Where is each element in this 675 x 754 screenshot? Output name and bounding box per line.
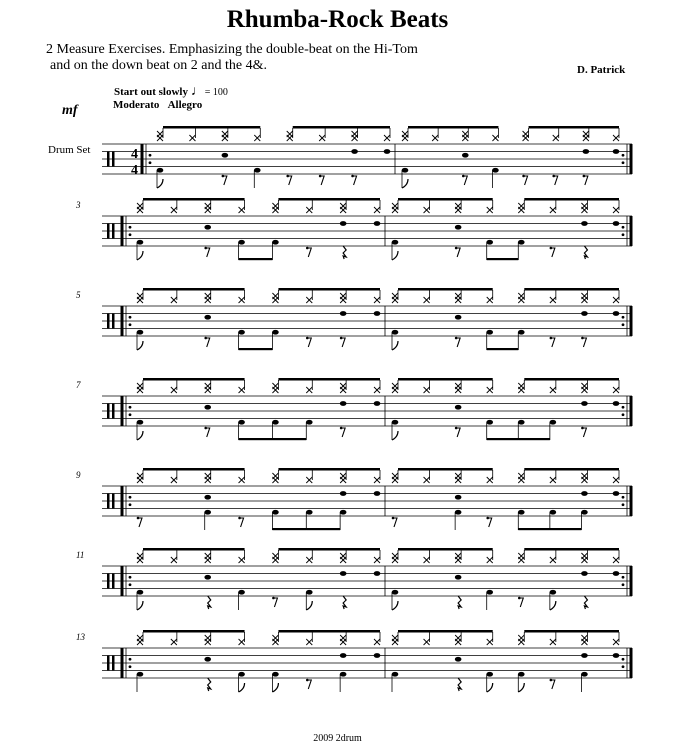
repeat-dot (149, 154, 152, 157)
note-beam (143, 288, 245, 291)
note-flag (392, 601, 398, 610)
bass-drum-note (486, 240, 493, 245)
repeat-dot (129, 413, 132, 416)
percussion-clef-icon (107, 404, 110, 419)
bass-drum-note (306, 510, 313, 515)
bass-drum-note (581, 510, 588, 515)
bass-drum-note (392, 330, 399, 335)
measure-number: 11 (76, 550, 85, 560)
note-beam (487, 348, 519, 350)
measure-number: 3 (76, 200, 81, 210)
note-beam (524, 630, 619, 633)
note-beam (398, 468, 493, 471)
tom-note (340, 311, 347, 316)
note-beam (143, 378, 245, 381)
snare-note (204, 225, 211, 230)
eighth-rest-icon (353, 176, 357, 185)
percussion-clef-icon (107, 494, 110, 509)
time-signature-top: 4 (131, 147, 138, 162)
note-beam (398, 288, 493, 291)
note-beam (408, 126, 498, 129)
staff-system-6 (76, 548, 632, 610)
bass-drum-note (518, 510, 525, 515)
bass-drum-note (455, 510, 462, 515)
note-beam (550, 528, 582, 530)
eighth-rest-icon (551, 680, 555, 689)
eighth-rest-icon (551, 338, 555, 347)
eighth-rest-icon (392, 517, 395, 520)
note-flag (392, 431, 398, 440)
note-beam (278, 288, 380, 291)
eighth-rest-icon (341, 338, 345, 347)
note-flag (272, 683, 278, 692)
quarter-rest-icon (458, 678, 461, 691)
quarter-rest-icon (584, 596, 587, 609)
snare-note (222, 153, 229, 158)
eighth-rest-icon (455, 427, 458, 430)
tempo-value: = 100 (204, 87, 228, 98)
repeat-dot (622, 233, 625, 236)
tom-note (374, 311, 381, 316)
note-flag (157, 179, 163, 188)
bass-drum-note (137, 330, 144, 335)
quarter-rest-icon (208, 596, 211, 609)
repeat-dot (129, 665, 132, 668)
footer-copyright: 2009 2drum (313, 733, 362, 744)
note-beam (143, 198, 245, 201)
note-beam (239, 348, 273, 350)
snare-note (455, 575, 462, 580)
tom-note (613, 401, 620, 406)
repeat-dot (129, 233, 132, 236)
eighth-rest-icon (238, 517, 241, 520)
note-beam (524, 548, 619, 551)
bass-drum-note (392, 672, 399, 677)
tom-note (374, 221, 381, 226)
note-beam (524, 378, 619, 381)
note-beam (239, 438, 273, 440)
eighth-rest-icon (554, 176, 558, 185)
description-line-1: 2 Measure Exercises. Emphasizing the double-beat on the Hi-Tom (46, 42, 418, 57)
bass-drum-note (518, 330, 525, 335)
snare-note (204, 575, 211, 580)
percussion-clef-icon (112, 656, 115, 671)
staff-system-7 (76, 630, 632, 692)
note-beam (398, 548, 493, 551)
tom-note (581, 491, 588, 496)
repeat-dot (129, 658, 132, 661)
quarter-rest-icon (343, 596, 346, 609)
bass-drum-note (550, 510, 557, 515)
eighth-rest-icon (273, 598, 277, 607)
note-beam (163, 126, 260, 129)
staff-system-4 (76, 378, 632, 440)
bass-drum-note (238, 420, 245, 425)
eighth-rest-icon (137, 517, 140, 520)
eighth-rest-icon (550, 337, 553, 340)
quarter-rest-icon (208, 678, 211, 691)
repeat-dot (622, 154, 625, 157)
note-beam (529, 126, 619, 129)
eighth-rest-icon (340, 427, 343, 430)
tom-note (613, 491, 620, 496)
tom-note (374, 491, 381, 496)
staff-system-2 (75, 198, 632, 260)
percussion-clef-icon (107, 152, 110, 167)
bass-drum-note (492, 168, 499, 173)
tom-note (613, 311, 620, 316)
bass-drum-note (272, 330, 279, 335)
eighth-rest-icon (488, 518, 492, 527)
eighth-rest-icon (286, 175, 289, 178)
tom-note (583, 149, 590, 154)
note-beam (398, 378, 493, 381)
snare-note (204, 405, 211, 410)
repeat-dot (149, 161, 152, 164)
measure-number: 5 (76, 290, 81, 300)
eighth-rest-icon (340, 337, 343, 340)
bass-drum-note (306, 420, 313, 425)
repeat-dot (622, 576, 625, 579)
staff-system-3 (76, 288, 632, 350)
percussion-clef-icon (112, 152, 115, 167)
eighth-rest-icon (550, 679, 553, 682)
snare-note (455, 225, 462, 230)
percussion-clef-icon (112, 494, 115, 509)
note-beam (239, 258, 273, 260)
tom-note (581, 653, 588, 658)
eighth-rest-icon (288, 176, 292, 185)
percussion-clef-icon (107, 224, 110, 239)
snare-note (204, 495, 211, 500)
eighth-rest-icon (320, 176, 324, 185)
repeat-dot (622, 583, 625, 586)
tom-note (613, 221, 620, 226)
composer: D. Patrick (577, 64, 626, 76)
bass-drum-note (238, 240, 245, 245)
eighth-rest-icon (138, 518, 142, 527)
eighth-rest-icon (272, 597, 275, 600)
tom-note (613, 653, 620, 658)
note-beam (278, 378, 380, 381)
repeat-dot (129, 496, 132, 499)
bass-drum-note (581, 672, 588, 677)
note-flag (137, 431, 143, 440)
snare-note (204, 657, 211, 662)
eighth-rest-icon (518, 597, 521, 600)
piece-title: Rhumba-Rock Beats (226, 6, 449, 33)
eighth-rest-icon (307, 338, 311, 347)
repeat-dot (622, 413, 625, 416)
note-beam (524, 468, 619, 471)
note-flag (392, 341, 398, 350)
eighth-rest-icon (204, 427, 207, 430)
tom-note (351, 149, 358, 154)
note-flag (137, 341, 143, 350)
snare-note (462, 153, 469, 158)
repeat-dot (622, 323, 625, 326)
bass-drum-note (402, 168, 409, 173)
bass-drum-note (486, 330, 493, 335)
tom-note (340, 491, 347, 496)
bass-drum-note (550, 590, 557, 595)
bass-drum-note (157, 168, 164, 173)
snare-note (455, 495, 462, 500)
bass-drum-note (518, 672, 525, 677)
note-flag (518, 683, 524, 692)
eighth-rest-icon (524, 176, 528, 185)
bass-drum-note (392, 590, 399, 595)
eighth-rest-icon (307, 248, 311, 257)
note-beam (278, 630, 380, 633)
measure-number: 7 (76, 380, 81, 390)
note-beam (278, 468, 380, 471)
percussion-clef-icon (107, 314, 110, 329)
quarter-rest-icon (458, 596, 461, 609)
percussion-clef-icon (112, 404, 115, 419)
repeat-dot (622, 496, 625, 499)
note-beam (143, 548, 245, 551)
eighth-rest-icon (351, 175, 354, 178)
eighth-rest-icon (519, 598, 523, 607)
dynamic-marking: mf (62, 103, 78, 118)
measure-number: 9 (76, 470, 81, 480)
eighth-rest-icon (582, 428, 586, 437)
note-flag (137, 601, 143, 610)
note-flag (402, 179, 408, 188)
tom-note (581, 311, 588, 316)
eighth-rest-icon (455, 337, 458, 340)
snare-note (455, 657, 462, 662)
note-beam (278, 548, 380, 551)
repeat-dot (622, 503, 625, 506)
snare-note (455, 405, 462, 410)
bass-drum-note (392, 420, 399, 425)
repeat-dot (129, 316, 132, 319)
eighth-rest-icon (204, 337, 207, 340)
note-flag (550, 601, 556, 610)
bass-drum-note (486, 672, 493, 677)
tom-note (613, 571, 620, 576)
bass-drum-note (518, 420, 525, 425)
time-signature-bottom: 4 (131, 163, 138, 178)
eighth-rest-icon (582, 338, 586, 347)
note-beam (278, 198, 380, 201)
eighth-rest-icon (306, 679, 309, 682)
repeat-dot (622, 658, 625, 661)
quarter-rest-icon (584, 246, 587, 259)
repeat-dot (622, 226, 625, 229)
snare-note (204, 315, 211, 320)
repeat-dot (129, 503, 132, 506)
eighth-rest-icon (206, 338, 210, 347)
bass-drum-note (340, 672, 347, 677)
note-beam (518, 528, 550, 530)
bass-drum-note (137, 420, 144, 425)
bass-drum-note (272, 420, 279, 425)
repeat-dot (622, 316, 625, 319)
percussion-clef-icon (107, 574, 110, 589)
note-beam (143, 468, 245, 471)
repeat-dot (622, 161, 625, 164)
instrument-name: Drum Set (48, 144, 91, 156)
eighth-rest-icon (463, 176, 467, 185)
bass-drum-note (137, 672, 144, 677)
repeat-dot (129, 583, 132, 586)
eighth-rest-icon (486, 517, 489, 520)
quarter-note-icon: ♩ (190, 84, 205, 99)
repeat-dot (129, 576, 132, 579)
repeat-dot (129, 323, 132, 326)
note-flag (306, 601, 312, 610)
repeat-dot (622, 406, 625, 409)
note-flag (137, 251, 143, 260)
tom-note (581, 401, 588, 406)
tom-note (581, 221, 588, 226)
description-line-2: and on the down beat on 2 and the 4&. (50, 58, 267, 73)
eighth-rest-icon (306, 247, 309, 250)
note-beam (524, 198, 619, 201)
bass-drum-note (306, 590, 313, 595)
tom-note (340, 653, 347, 658)
eighth-rest-icon (204, 247, 207, 250)
bass-drum-note (486, 590, 493, 595)
bass-drum-note (137, 590, 144, 595)
bass-drum-note (238, 590, 245, 595)
eighth-rest-icon (393, 518, 397, 527)
note-beam (306, 528, 340, 530)
tempo-text: Start out slowly (114, 86, 188, 98)
eighth-rest-icon (306, 337, 309, 340)
tom-note (613, 149, 620, 154)
percussion-clef-icon (107, 656, 110, 671)
note-beam (272, 438, 306, 440)
tempo-terms: Moderato Allegro (113, 99, 203, 111)
staff-system-1 (102, 126, 632, 188)
note-beam (524, 288, 619, 291)
tom-note (340, 401, 347, 406)
bass-drum-note (550, 420, 557, 425)
eighth-rest-icon (341, 428, 345, 437)
percussion-clef-icon (112, 574, 115, 589)
bass-drum-note (340, 510, 347, 515)
eighth-rest-icon (584, 176, 588, 185)
note-flag (487, 683, 493, 692)
eighth-rest-icon (206, 248, 210, 257)
note-flag (239, 683, 245, 692)
bass-drum-note (254, 168, 261, 173)
eighth-rest-icon (206, 428, 210, 437)
repeat-dot (129, 226, 132, 229)
bass-drum-note (272, 240, 279, 245)
percussion-clef-icon (112, 224, 115, 239)
eighth-rest-icon (456, 248, 460, 257)
staff-system-5 (76, 468, 632, 530)
eighth-rest-icon (456, 338, 460, 347)
repeat-dot (622, 665, 625, 668)
quarter-rest-icon (343, 246, 346, 259)
eighth-rest-icon (223, 176, 227, 185)
eighth-rest-icon (550, 247, 553, 250)
eighth-rest-icon (583, 175, 586, 178)
eighth-rest-icon (462, 175, 465, 178)
eighth-rest-icon (222, 175, 225, 178)
eighth-rest-icon (581, 427, 584, 430)
bass-drum-note (238, 672, 245, 677)
eighth-rest-icon (240, 518, 244, 527)
eighth-rest-icon (581, 337, 584, 340)
note-beam (487, 438, 519, 440)
note-beam (293, 126, 390, 129)
bass-drum-note (272, 510, 279, 515)
note-beam (398, 198, 493, 201)
repeat-dot (129, 406, 132, 409)
tom-note (340, 571, 347, 576)
eighth-rest-icon (552, 175, 555, 178)
measure-number: 13 (76, 632, 85, 642)
eighth-rest-icon (319, 175, 322, 178)
tom-note (340, 221, 347, 226)
bass-drum-note (204, 510, 211, 515)
note-beam (487, 258, 519, 260)
eighth-rest-icon (456, 428, 460, 437)
bass-drum-note (238, 330, 245, 335)
tom-note (374, 401, 381, 406)
tom-note (374, 571, 381, 576)
note-beam (518, 438, 550, 440)
percussion-clef-icon (112, 314, 115, 329)
note-flag (392, 251, 398, 260)
bass-drum-note (392, 240, 399, 245)
eighth-rest-icon (455, 247, 458, 250)
eighth-rest-icon (307, 680, 311, 689)
snare-note (455, 315, 462, 320)
note-beam (398, 630, 493, 633)
tom-note (384, 149, 391, 154)
note-beam (272, 528, 306, 530)
bass-drum-note (137, 240, 144, 245)
tom-note (374, 653, 381, 658)
bass-drum-note (518, 240, 525, 245)
tom-note (581, 571, 588, 576)
eighth-rest-icon (551, 248, 555, 257)
note-beam (143, 630, 245, 633)
bass-drum-note (486, 420, 493, 425)
bass-drum-note (272, 672, 279, 677)
eighth-rest-icon (522, 175, 525, 178)
